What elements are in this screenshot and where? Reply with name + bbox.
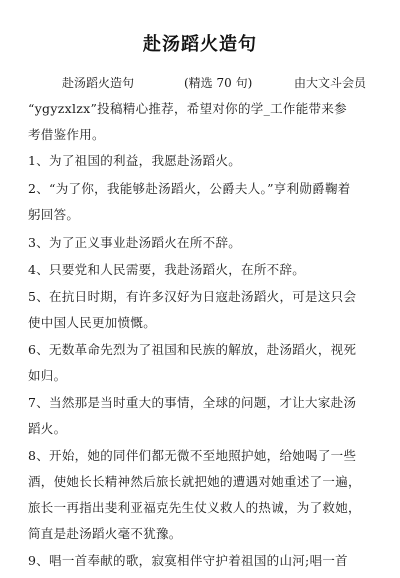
list-item-line: 3、为了正义事业赴汤蹈火在所不辞。 [28,235,242,250]
meta-subject: 赴汤蹈火造句 [62,76,135,90]
list-item-line: 9、唱一首奉献的歌，寂寞相伴守护着祖国的山河;唱一首 [28,553,348,568]
document-title: 赴汤蹈火造句 [143,34,257,55]
list-item-line: 躬回答。 [28,207,80,222]
list-item-line: 4、只要党和人民需要，我赴汤蹈火，在所不辞。 [28,262,306,277]
intro-line: “ygyzxlzx”投稿精心推荐，希望对你的学_工作能带来参 [28,101,347,116]
list-item-line: 如归。 [28,368,67,383]
list-item-line: 5、在抗日时期，有许多汉好为日寇赴汤蹈火，可是这只会 [28,289,357,304]
meta-line [0,74,400,90]
list-item-line: 蹈火。 [28,421,67,436]
meta-count: (精选 70 句) [184,76,253,90]
list-item-line: 8、开始，她的同伴们都无微不至地照护她，给她喝了一些 [28,448,357,463]
intro-line: 考借鉴作用。 [28,127,105,142]
list-item-line: 简直是赴汤蹈火毫不犹豫。 [28,526,182,541]
list-item-line: 旅长一再指出斐利亚福克先生仗义救人的热诚，为了救她， [28,500,361,515]
list-item-line: 酒，使她长长精神然后旅长就把她的遭遇对她重述了一遍， [28,474,361,489]
list-item-line: 2、“为了你，我能够赴汤蹈火，公爵夫人。”亨利勋爵鞠着 [28,181,351,196]
list-item-line: 使中国人民更加愤慨。 [28,315,157,330]
meta-source: 由大文斗会员 [294,76,367,90]
list-item-line: 1、为了祖国的利益，我愿赴汤蹈火。 [28,153,242,168]
list-item-line: 6、无数革命先烈为了祖国和民族的解放，赴汤蹈火，视死 [28,342,357,357]
list-item-line: 7、当然那是当时重大的事情，全球的问题，才让大家赴汤 [28,395,357,410]
